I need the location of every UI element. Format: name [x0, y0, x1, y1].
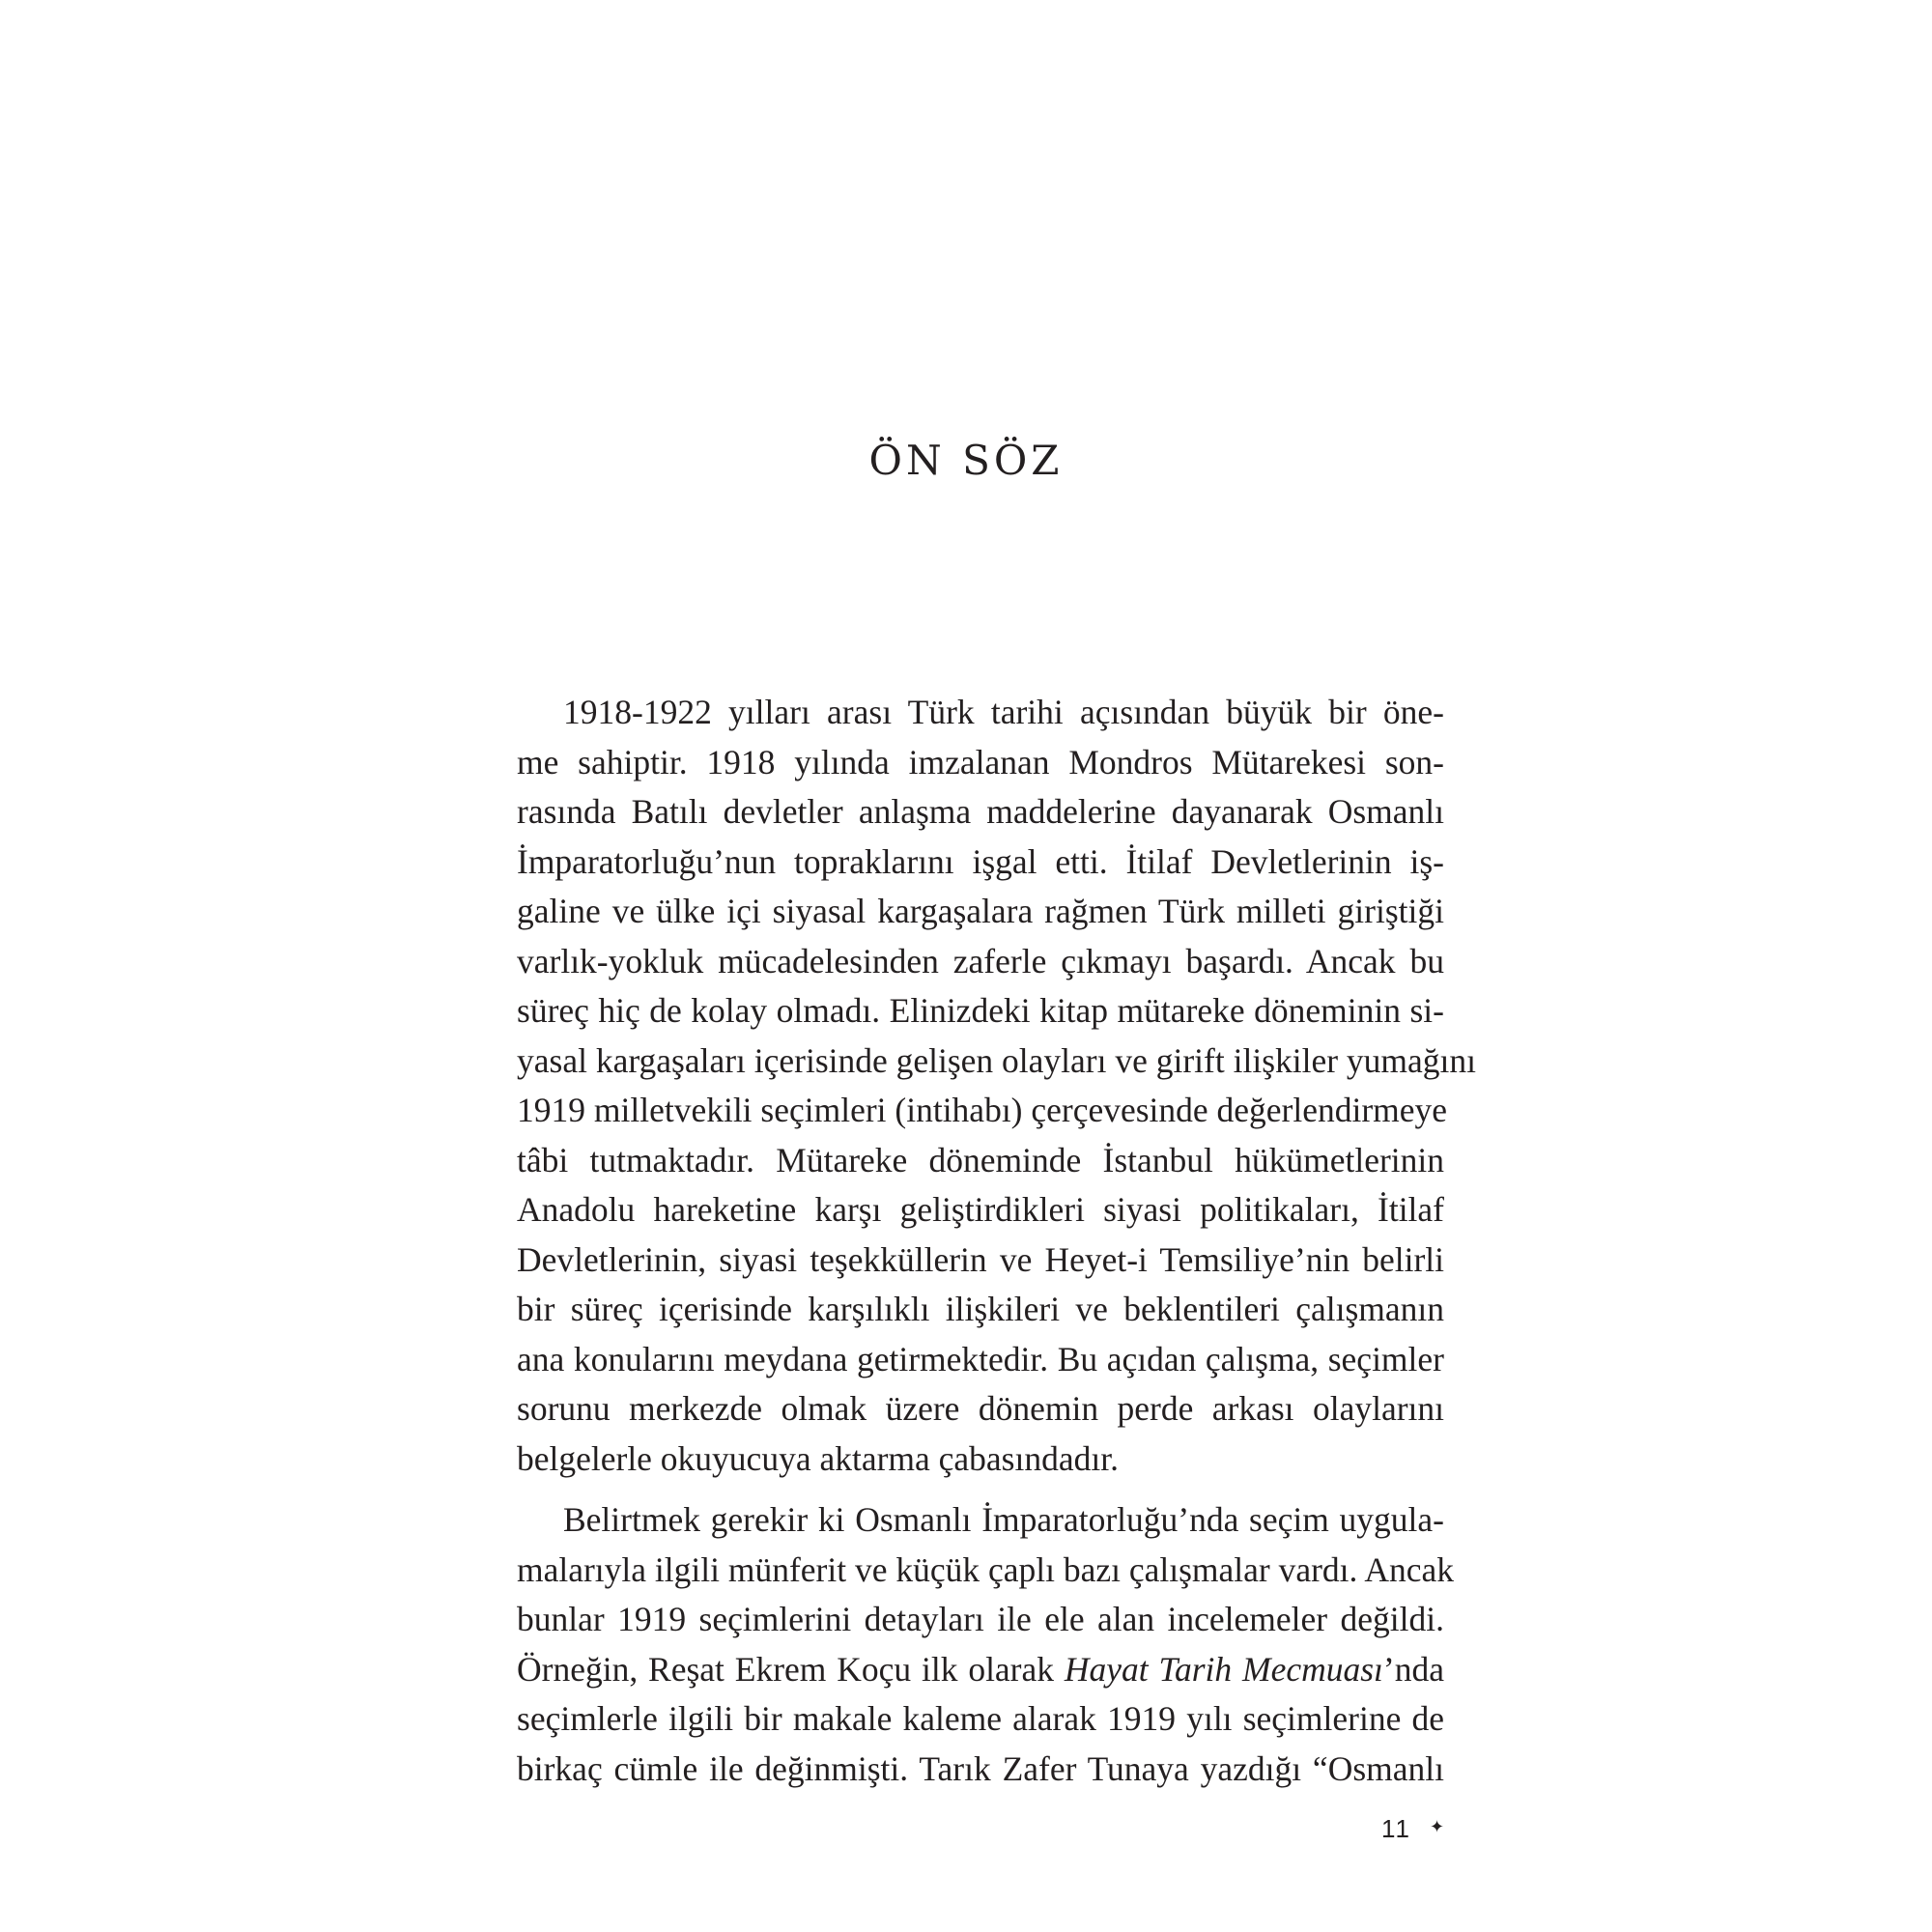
chapter-title: ÖN SÖZ: [868, 437, 1064, 484]
text-line: Anadolu hareketine karşı geliştirdikleri siyasi politikaları, İtilaf: [517, 1190, 1444, 1229]
page-number: 11: [1381, 1814, 1411, 1843]
italic-journal-title: Hayat Tarih Mecmuası: [1064, 1649, 1383, 1689]
text-line: 1918-1922 yılları arası Türk tarihi açısından büyük bir öne-: [563, 693, 1444, 731]
text-line: süreç hiç de kolay olmadı. Elinizdeki kitap mütareke döneminin si-: [517, 991, 1444, 1030]
paragraph-1: [517, 688, 1477, 1484]
text-line: seçimlerle ilgili bir makale kaleme alarak 1919 yılı seçimlerine de: [517, 1699, 1444, 1738]
text-line: malarıyla ilgili münferit ve küçük çaplı bazı çalışmalar vardı. Ancak: [517, 1549, 1454, 1589]
text-line: tâbi tutmaktadır. Mütareke döneminde İstanbul hükümetlerinin: [517, 1140, 1444, 1179]
body-text: [517, 688, 1477, 1794]
text-line: me sahiptir. 1918 yılında imzalanan Mondros Mütarekesi son-: [517, 742, 1444, 781]
text-line: 1919 milletvekili seçimleri (intihabı) çerçevesinde değerlendirmeye: [517, 1091, 1448, 1129]
paragraph-2: [517, 1495, 1454, 1794]
text-line: bir süreç içerisinde karşılıklı ilişkileri ve beklentileri çalışmanın: [517, 1290, 1444, 1328]
text-line: İmparatorluğu’nun topraklarını işgal etti. İtilaf Devletlerinin iş-: [517, 841, 1444, 881]
text-segment: ’nda: [1382, 1649, 1444, 1689]
folio-ornament-icon: ✦: [1430, 1817, 1445, 1837]
text-line: belgelerle okuyucuya aktarma çabasındadır.: [517, 1438, 1119, 1478]
paragraph-gap: [517, 1484, 1444, 1495]
text-line: ana konularını meydana getirmektedir. Bu açıdan çalışma, seçimler: [517, 1339, 1444, 1378]
text-line: Belirtmek gerekir ki Osmanlı İmparatorluğu’nda seçim uygula-: [563, 1500, 1444, 1539]
text-line: varlık-yokluk mücadelesinden zaferle çıkmayı başardı. Ancak bu: [517, 941, 1444, 980]
text-line-with-italic: [517, 1645, 1444, 1695]
text-line: galine ve ülke içi siyasal kargaşalara rağmen Türk milleti giriştiği: [517, 892, 1444, 930]
text-line: Devletlerinin, siyasi teşekküllerin ve Heyet-i Temsiliye’nin belirli: [517, 1239, 1444, 1279]
text-segment: Örneğin, Reşat Ekrem Koçu ilk olarak: [517, 1649, 1065, 1689]
text-line: birkaç cümle ile değinmişti. Tarık Zafer Tunaya yazdığı “Osmanlı: [517, 1748, 1444, 1788]
text-line: bunlar 1919 seçimlerini detayları ile ele alan incelemeler değildi.: [517, 1600, 1444, 1638]
text-line: yasal kargaşaları içerisinde gelişen olayları ve girift ilişkiler yumağını: [517, 1040, 1477, 1080]
text-line: sorunu merkezde olmak üzere dönemin perde arkası olaylarını: [517, 1389, 1444, 1428]
text-line: rasında Batılı devletler anlaşma maddelerine dayanarak Osmanlı: [517, 792, 1444, 831]
